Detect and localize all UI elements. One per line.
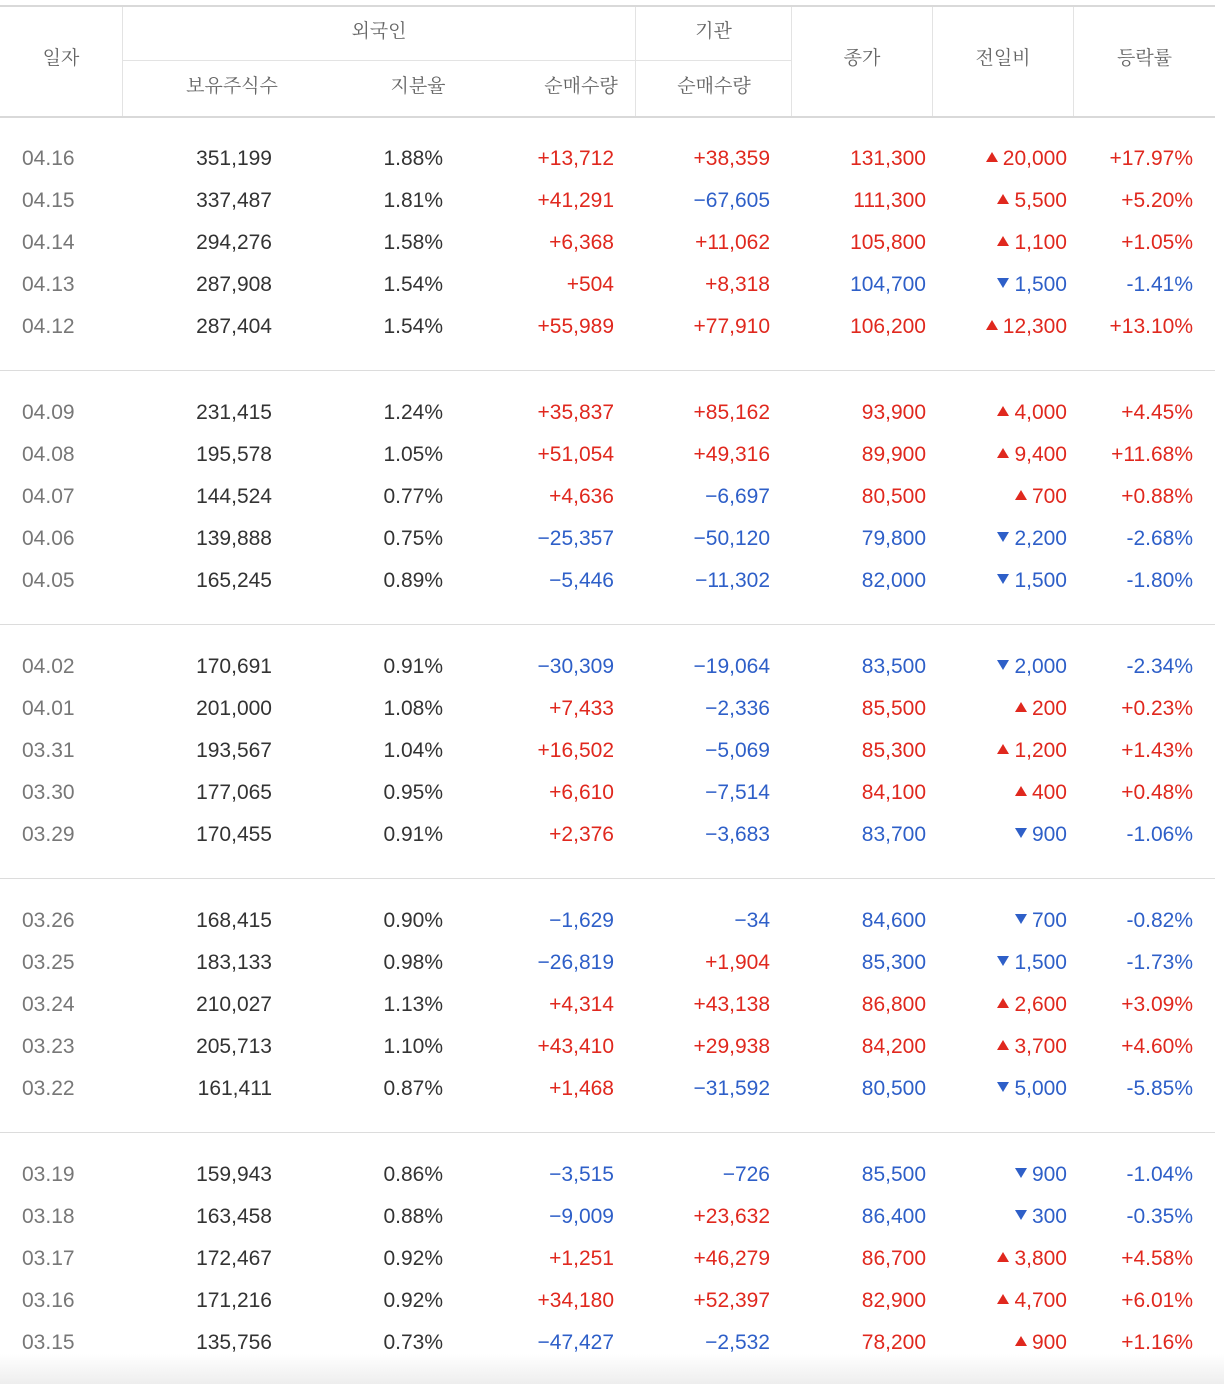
cell-holdings: 201,000	[196, 697, 272, 720]
cell-holdings: 287,404	[196, 315, 272, 338]
cell-pct: -1.04%	[1126, 1163, 1193, 1186]
table-row	[0, 180, 1224, 222]
cell-date: 04.06	[22, 527, 75, 550]
table-row	[0, 942, 1224, 984]
cell-close: 106,200	[850, 315, 926, 338]
cell-change	[1015, 1196, 1067, 1238]
cell-holdings: 159,943	[196, 1163, 272, 1186]
cell-foreign-net: +1,468	[549, 1077, 614, 1100]
cell-date: 03.16	[22, 1289, 75, 1312]
group-separator	[0, 370, 1215, 371]
cell-pct: +1.43%	[1121, 739, 1193, 762]
cell-pct: -1.73%	[1126, 951, 1193, 974]
cell-change-value: 700	[1031, 485, 1067, 508]
triangle-up-icon	[986, 320, 998, 330]
cell-ratio: 1.08%	[383, 697, 443, 720]
cell-change-value: 2,000	[1014, 655, 1067, 678]
triangle-down-icon	[1015, 914, 1027, 924]
cell-change	[997, 984, 1067, 1026]
cell-foreign-net: +16,502	[537, 739, 614, 762]
cell-holdings: 294,276	[196, 231, 272, 254]
cell-holdings: 287,908	[196, 273, 272, 296]
cell-ratio: 0.75%	[383, 527, 443, 550]
cell-foreign-net: +7,433	[549, 697, 614, 720]
cell-close: 85,500	[861, 697, 926, 720]
cell-inst-net: +77,910	[693, 315, 770, 338]
cell-holdings: 135,756	[196, 1331, 272, 1354]
cell-change-value: 9,400	[1014, 443, 1067, 466]
cell-ratio: 0.87%	[383, 1077, 443, 1100]
col-header-date: 일자	[42, 48, 80, 69]
cell-change-value: 4,000	[1014, 401, 1067, 424]
cell-change-value: 20,000	[1002, 147, 1067, 170]
cell-change	[986, 306, 1067, 348]
col-header-holdings: 보유주식수	[186, 76, 278, 97]
cell-pct: +6.01%	[1121, 1289, 1193, 1312]
cell-close: 78,200	[861, 1331, 926, 1354]
triangle-down-icon	[997, 532, 1009, 542]
cell-inst-net: −7,514	[705, 781, 770, 804]
cell-inst-net: +29,938	[693, 1035, 770, 1058]
cell-change-value: 700	[1031, 909, 1067, 932]
triangle-up-icon	[997, 236, 1009, 246]
cell-ratio: 1.10%	[383, 1035, 443, 1058]
cell-pct: +4.45%	[1121, 401, 1193, 424]
cell-inst-net: +1,904	[705, 951, 770, 974]
cell-change	[997, 518, 1067, 560]
cell-change-value: 4,700	[1014, 1289, 1067, 1312]
cell-ratio: 0.77%	[383, 485, 443, 508]
cell-ratio: 1.54%	[383, 315, 443, 338]
cell-foreign-net: +4,636	[549, 485, 614, 508]
cell-date: 04.01	[22, 697, 75, 720]
cell-date: 04.15	[22, 189, 75, 212]
cell-ratio: 0.73%	[383, 1331, 443, 1354]
cell-inst-net: +43,138	[693, 993, 770, 1016]
triangle-up-icon	[1015, 702, 1027, 712]
triangle-down-icon	[997, 574, 1009, 584]
cell-change	[997, 1026, 1067, 1068]
cell-inst-net: +8,318	[705, 273, 770, 296]
cell-change	[997, 264, 1067, 306]
cell-ratio: 0.92%	[383, 1289, 443, 1312]
cell-holdings: 170,455	[196, 823, 272, 846]
cell-change-value: 12,300	[1002, 315, 1067, 338]
triangle-down-icon	[1015, 828, 1027, 838]
cell-close: 104,700	[850, 273, 926, 296]
cell-change-value: 900	[1031, 1331, 1067, 1354]
cell-close: 79,800	[861, 527, 926, 550]
cell-change	[997, 222, 1067, 264]
cell-ratio: 0.91%	[383, 655, 443, 678]
cell-foreign-net: +6,368	[549, 231, 614, 254]
table-row	[0, 222, 1224, 264]
cell-foreign-net: +1,251	[549, 1247, 614, 1270]
cell-change-value: 3,800	[1014, 1247, 1067, 1270]
cell-holdings: 165,245	[196, 569, 272, 592]
cell-pct: +5.20%	[1121, 189, 1193, 212]
cell-foreign-net: +4,314	[549, 993, 614, 1016]
cell-foreign-net: −3,515	[549, 1163, 614, 1186]
cell-holdings: 163,458	[196, 1205, 272, 1228]
table-row	[0, 306, 1224, 348]
cell-date: 04.13	[22, 273, 75, 296]
cell-close: 84,600	[861, 909, 926, 932]
table-row	[0, 646, 1224, 688]
cell-ratio: 0.98%	[383, 951, 443, 974]
cell-inst-net: +85,162	[693, 401, 770, 424]
cell-date: 03.22	[22, 1077, 75, 1100]
cell-foreign-net: −9,009	[549, 1205, 614, 1228]
cell-date: 03.31	[22, 739, 75, 762]
cell-pct: -1.06%	[1126, 823, 1193, 846]
triangle-down-icon	[1015, 1210, 1027, 1220]
cell-change-value: 900	[1031, 823, 1067, 846]
cell-change	[1015, 688, 1067, 730]
cell-foreign-net: +13,712	[537, 147, 614, 170]
table-row	[0, 1026, 1224, 1068]
cell-change-value: 2,600	[1014, 993, 1067, 1016]
cell-close: 86,400	[861, 1205, 926, 1228]
cell-change	[1015, 1322, 1067, 1364]
cell-foreign-net: −47,427	[537, 1331, 614, 1354]
cell-change-value: 1,500	[1014, 951, 1067, 974]
cell-close: 93,900	[861, 401, 926, 424]
cell-inst-net: −31,592	[693, 1077, 770, 1100]
cell-date: 03.18	[22, 1205, 75, 1228]
cell-close: 82,900	[861, 1289, 926, 1312]
cell-ratio: 0.89%	[383, 569, 443, 592]
cell-inst-net: −67,605	[693, 189, 770, 212]
cell-change-value: 1,500	[1014, 569, 1067, 592]
cell-inst-net: −34	[734, 909, 770, 932]
cell-ratio: 0.95%	[383, 781, 443, 804]
col-header-close: 종가	[843, 48, 881, 69]
cell-holdings: 170,691	[196, 655, 272, 678]
cell-inst-net: −3,683	[705, 823, 770, 846]
table-row	[0, 1068, 1224, 1110]
cell-change-value: 5,500	[1014, 189, 1067, 212]
cell-holdings: 144,524	[196, 485, 272, 508]
cell-foreign-net: +504	[566, 273, 614, 296]
cell-ratio: 0.88%	[383, 1205, 443, 1228]
cell-inst-net: −11,302	[695, 569, 770, 592]
table-row	[0, 392, 1224, 434]
col-header-inst-net: 순매수량	[677, 76, 751, 97]
cell-pct: -1.80%	[1126, 569, 1193, 592]
table-row	[0, 476, 1224, 518]
cell-foreign-net: +51,054	[537, 443, 614, 466]
cell-change-value: 1,500	[1014, 273, 1067, 296]
cell-inst-net: −50,120	[693, 527, 770, 550]
cell-foreign-net: +34,180	[537, 1289, 614, 1312]
header-bottom-border	[0, 116, 1215, 118]
cell-ratio: 1.58%	[383, 231, 443, 254]
cell-pct: +11.68%	[1111, 443, 1193, 466]
cell-holdings: 139,888	[196, 527, 272, 550]
cell-date: 03.23	[22, 1035, 75, 1058]
cell-date: 03.26	[22, 909, 75, 932]
cell-change	[997, 1068, 1067, 1110]
cell-change	[986, 138, 1067, 180]
cell-inst-net: +38,359	[693, 147, 770, 170]
col-group-foreigner: 외국인	[351, 21, 407, 42]
cell-pct: +13.10%	[1109, 315, 1193, 338]
cell-pct: -5.85%	[1126, 1077, 1193, 1100]
cell-date: 04.08	[22, 443, 75, 466]
table-row	[0, 138, 1224, 180]
cell-inst-net: −5,069	[705, 739, 770, 762]
cell-pct: -1.41%	[1126, 273, 1193, 296]
cell-change	[1015, 772, 1067, 814]
triangle-up-icon	[1015, 490, 1027, 500]
cell-close: 105,800	[850, 231, 926, 254]
cell-close: 80,500	[861, 1077, 926, 1100]
table-row	[0, 560, 1224, 602]
cell-pct: +1.16%	[1121, 1331, 1193, 1354]
cell-date: 04.02	[22, 655, 75, 678]
cell-pct: -2.68%	[1126, 527, 1193, 550]
cell-date: 03.17	[22, 1247, 75, 1270]
cell-holdings: 195,578	[196, 443, 272, 466]
cell-inst-net: −2,336	[705, 697, 770, 720]
cell-pct: -0.82%	[1126, 909, 1193, 932]
cell-ratio: 1.05%	[383, 443, 443, 466]
cell-date: 04.16	[22, 147, 75, 170]
cell-holdings: 351,199	[196, 147, 272, 170]
cell-ratio: 1.24%	[383, 401, 443, 424]
cell-change-value: 400	[1031, 781, 1067, 804]
cell-close: 84,100	[861, 781, 926, 804]
cell-holdings: 172,467	[196, 1247, 272, 1270]
cell-foreign-net: +2,376	[549, 823, 614, 846]
cell-foreign-net: +55,989	[537, 315, 614, 338]
cell-change	[1015, 476, 1067, 518]
cell-ratio: 1.04%	[383, 739, 443, 762]
cell-holdings: 210,027	[196, 993, 272, 1016]
table-row	[0, 688, 1224, 730]
cell-inst-net: −726	[722, 1163, 770, 1186]
cell-change-value: 1,100	[1014, 231, 1067, 254]
triangle-up-icon	[997, 1294, 1009, 1304]
cell-ratio: 0.90%	[383, 909, 443, 932]
cell-foreign-net: −30,309	[537, 655, 614, 678]
cell-foreign-net: −5,446	[549, 569, 614, 592]
cell-pct: -0.35%	[1126, 1205, 1193, 1228]
cell-close: 83,700	[861, 823, 926, 846]
cell-foreign-net: −25,357	[537, 527, 614, 550]
cell-change-value: 300	[1031, 1205, 1067, 1228]
cell-holdings: 183,133	[196, 951, 272, 974]
cell-date: 03.30	[22, 781, 75, 804]
cell-change-value: 1,200	[1014, 739, 1067, 762]
table-row	[0, 264, 1224, 306]
triangle-down-icon	[997, 660, 1009, 670]
triangle-up-icon	[997, 1040, 1009, 1050]
cell-close: 131,300	[850, 147, 926, 170]
col-header-foreign-net: 순매수량	[544, 76, 618, 97]
header-top-border	[0, 5, 1215, 7]
table-row	[0, 1238, 1224, 1280]
cell-pct: -2.34%	[1126, 655, 1193, 678]
cell-pct: +0.88%	[1121, 485, 1193, 508]
cell-change	[997, 942, 1067, 984]
cell-close: 111,300	[853, 189, 926, 212]
cell-close: 83,500	[861, 655, 926, 678]
triangle-up-icon	[1015, 786, 1027, 796]
cell-close: 85,300	[861, 951, 926, 974]
triangle-up-icon	[997, 998, 1009, 1008]
cell-ratio: 1.81%	[383, 189, 443, 212]
cell-change-value: 5,000	[1014, 1077, 1067, 1100]
triangle-up-icon	[997, 406, 1009, 416]
table-row	[0, 1280, 1224, 1322]
col-header-pct: 등락률	[1116, 48, 1173, 69]
cell-change	[1015, 814, 1067, 856]
cell-close: 85,300	[861, 739, 926, 762]
cell-close: 85,500	[861, 1163, 926, 1186]
cell-close: 86,800	[861, 993, 926, 1016]
cell-inst-net: +52,397	[693, 1289, 770, 1312]
cell-date: 04.09	[22, 401, 75, 424]
col-header-change: 전일비	[975, 48, 1031, 69]
table-row	[0, 814, 1224, 856]
cell-ratio: 0.92%	[383, 1247, 443, 1270]
cell-date: 03.24	[22, 993, 75, 1016]
cell-date: 03.25	[22, 951, 75, 974]
cell-holdings: 177,065	[196, 781, 272, 804]
cell-foreign-net: +6,610	[549, 781, 614, 804]
cell-holdings: 205,713	[196, 1035, 272, 1058]
cell-holdings: 168,415	[196, 909, 272, 932]
header-middle-border	[123, 60, 791, 61]
triangle-down-icon	[997, 278, 1009, 288]
table-row	[0, 434, 1224, 476]
cell-date: 04.05	[22, 569, 75, 592]
cell-inst-net: −19,064	[693, 655, 770, 678]
cell-change	[997, 1280, 1067, 1322]
triangle-down-icon	[1015, 1168, 1027, 1178]
cell-change	[997, 730, 1067, 772]
cell-date: 04.14	[22, 231, 75, 254]
cell-change	[1015, 900, 1067, 942]
cell-change	[1015, 1154, 1067, 1196]
cell-foreign-net: +35,837	[537, 401, 614, 424]
triangle-up-icon	[986, 152, 998, 162]
cell-pct: +4.58%	[1121, 1247, 1193, 1270]
group-separator	[0, 1132, 1215, 1133]
triangle-up-icon	[997, 194, 1009, 204]
cell-pct: +17.97%	[1109, 147, 1193, 170]
cell-ratio: 1.54%	[383, 273, 443, 296]
cell-date: 03.19	[22, 1163, 75, 1186]
cell-foreign-net: −26,819	[537, 951, 614, 974]
cell-inst-net: +23,632	[693, 1205, 770, 1228]
cell-close: 84,200	[861, 1035, 926, 1058]
cell-change	[997, 560, 1067, 602]
cell-close: 89,900	[861, 443, 926, 466]
cell-pct: +4.60%	[1121, 1035, 1193, 1058]
cell-pct: +1.05%	[1121, 231, 1193, 254]
table-row	[0, 1154, 1224, 1196]
triangle-up-icon	[1015, 1336, 1027, 1346]
cell-foreign-net: −1,629	[549, 909, 614, 932]
cell-change-value: 900	[1031, 1163, 1067, 1186]
cell-holdings: 193,567	[196, 739, 272, 762]
table-row	[0, 1196, 1224, 1238]
cell-close: 82,000	[861, 569, 926, 592]
cell-holdings: 161,411	[197, 1077, 272, 1100]
group-separator	[0, 624, 1215, 625]
col-header-ratio: 지분율	[390, 76, 446, 97]
table-row	[0, 900, 1224, 942]
cell-inst-net: +11,062	[695, 231, 770, 254]
cell-change	[997, 434, 1067, 476]
triangle-up-icon	[997, 448, 1009, 458]
cell-pct: +0.48%	[1121, 781, 1193, 804]
cell-change-value: 2,200	[1014, 527, 1067, 550]
group-separator	[0, 878, 1215, 879]
triangle-up-icon	[997, 1252, 1009, 1262]
cell-date: 03.29	[22, 823, 75, 846]
cell-ratio: 0.86%	[383, 1163, 443, 1186]
cell-inst-net: +46,279	[693, 1247, 770, 1270]
cell-holdings: 231,415	[196, 401, 272, 424]
cell-change-value: 3,700	[1014, 1035, 1067, 1058]
cell-pct: +3.09%	[1121, 993, 1193, 1016]
triangle-down-icon	[997, 956, 1009, 966]
table-row	[0, 1322, 1224, 1364]
cell-change	[997, 180, 1067, 222]
cell-inst-net: +49,316	[693, 443, 770, 466]
cell-change	[997, 392, 1067, 434]
cell-holdings: 171,216	[196, 1289, 272, 1312]
cell-ratio: 1.88%	[383, 147, 443, 170]
triangle-down-icon	[997, 1082, 1009, 1092]
cell-change-value: 200	[1031, 697, 1067, 720]
cell-foreign-net: +43,410	[537, 1035, 614, 1058]
cell-inst-net: −6,697	[705, 485, 770, 508]
cell-ratio: 0.91%	[383, 823, 443, 846]
table-row	[0, 772, 1224, 814]
col-group-institution: 기관	[695, 21, 732, 42]
cell-close: 86,700	[861, 1247, 926, 1270]
cell-date: 03.15	[22, 1331, 75, 1354]
cell-inst-net: −2,532	[705, 1331, 770, 1354]
cell-foreign-net: +41,291	[537, 189, 614, 212]
cell-ratio: 1.13%	[383, 993, 443, 1016]
cell-change	[997, 646, 1067, 688]
table-row	[0, 984, 1224, 1026]
triangle-up-icon	[997, 744, 1009, 754]
table-row	[0, 518, 1224, 560]
cell-close: 80,500	[861, 485, 926, 508]
cell-date: 04.07	[22, 485, 75, 508]
table-row	[0, 730, 1224, 772]
cell-change	[997, 1238, 1067, 1280]
cell-pct: +0.23%	[1121, 697, 1193, 720]
cell-date: 04.12	[22, 315, 75, 338]
cell-holdings: 337,487	[196, 189, 272, 212]
